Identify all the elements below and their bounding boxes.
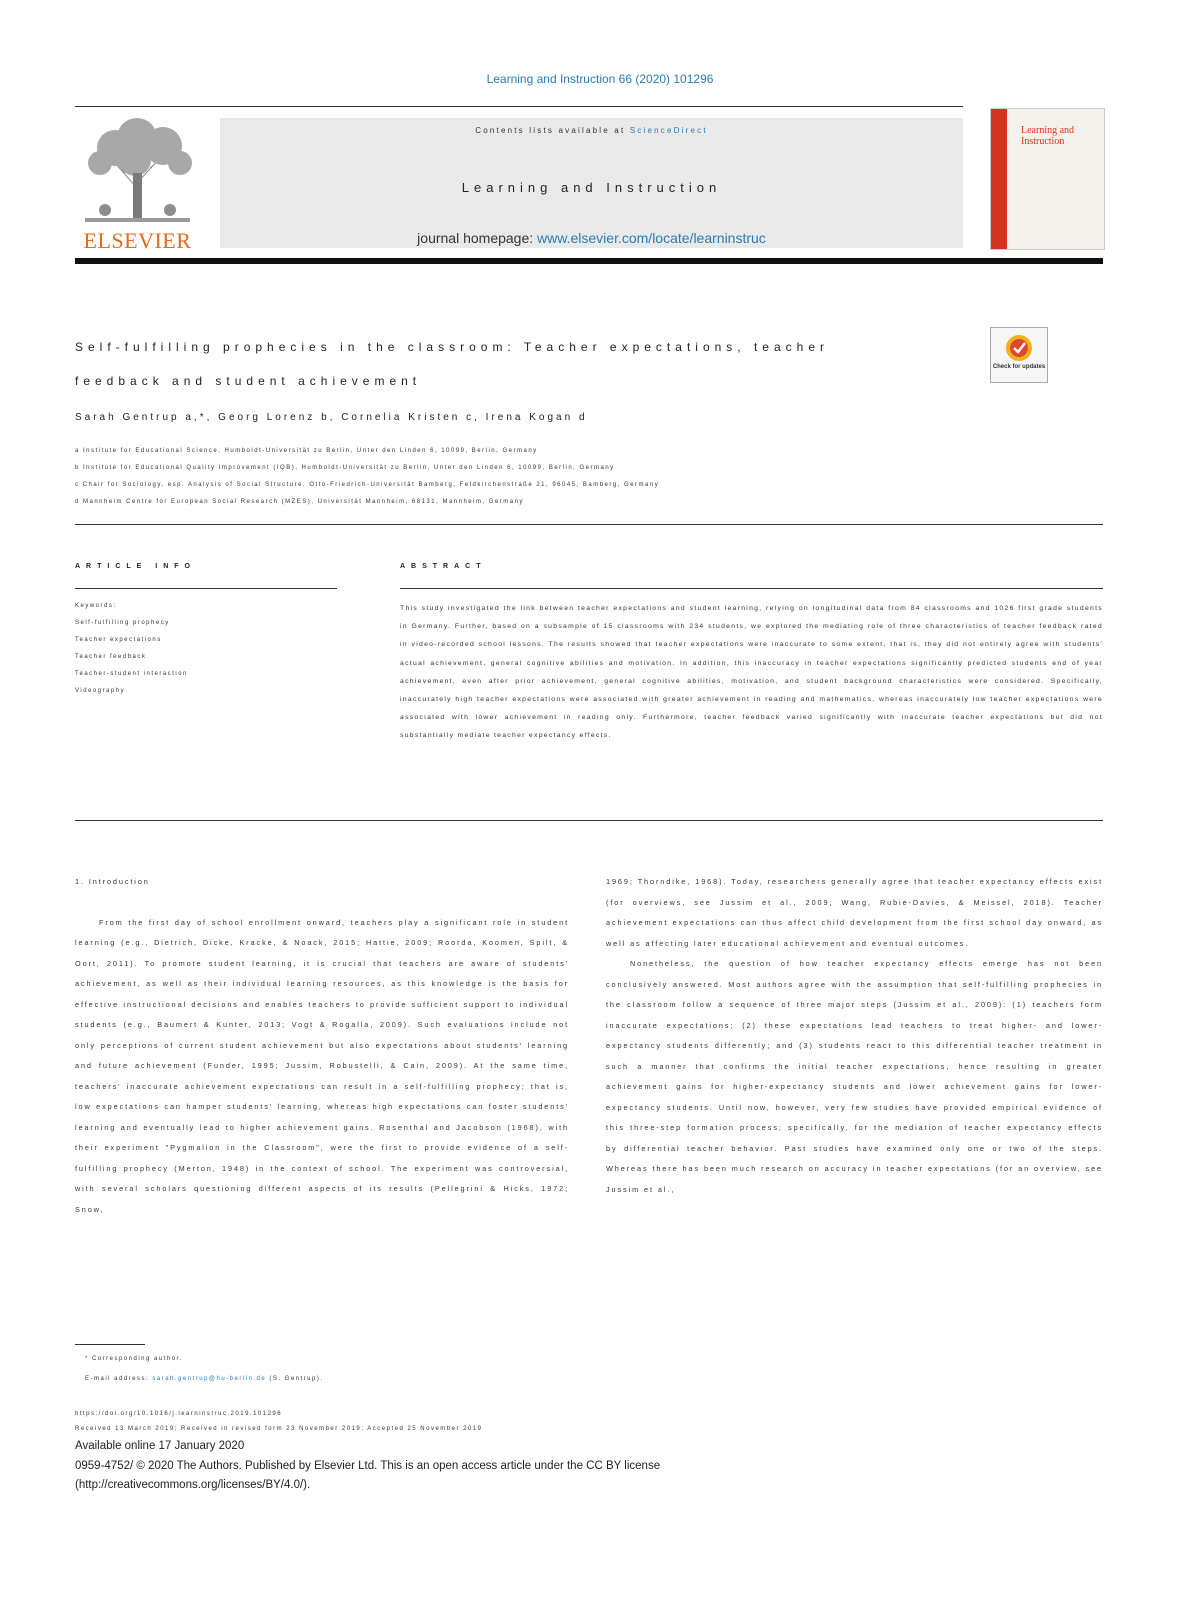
sciencedirect-link[interactable]: ScienceDirect xyxy=(629,126,708,135)
email-note xyxy=(85,1376,324,1382)
body-left-column xyxy=(75,872,569,1220)
header-thick-rule xyxy=(75,258,1103,264)
affiliation-d: d Mannheim Centre for European Social Research (MZES), Universität Mannheim, 68131, Mannheim, Germany xyxy=(75,499,524,505)
keyword-item[interactable]: Self-fulfilling prophecy xyxy=(75,620,170,626)
keywords-label: Keywords: xyxy=(75,603,117,609)
received-dates: Received 13 March 2019; Received in revised form 23 November 2019; Accepted 25 November 2019 xyxy=(75,1426,483,1432)
email-suffix: (S. Gentrup). xyxy=(266,1376,324,1382)
abstract-end-rule xyxy=(75,820,1103,821)
corresponding-author-note: * Corresponding author. xyxy=(85,1356,183,1362)
license-line-2[interactable]: (http://creativecommons.org/licenses/BY/4.0/). xyxy=(75,1479,311,1491)
article-title-line2: feedback and student achievement xyxy=(75,374,422,388)
header-rule xyxy=(75,106,963,107)
contents-available-line xyxy=(220,126,963,135)
article-title-line1: Self-fulfilling prophecies in the classroom: Teacher expectations, teacher xyxy=(75,340,829,354)
abstract-text: This study investigated the link between teacher expectations and student learning, relying on longitudinal data from 84 classrooms and 1026 first grade students in Germany. Further, based on a subsample of 15 classrooms with 234 students, we explored the mediating role of three characteristics of teacher feedback rated in video-recorded school lessons. The results showed that teacher expectations were inaccurate to some extent, that is, they did not entirely agree with students' actual achievement, general cognitive abilities and motivation. In addition, this inaccuracy in teacher expectations significantly predicted students end of year achievement, even after prior achievement, general cognitive abilities, motivation, and student background characteristics were considered. Specifically, inaccurately high teacher expectations were associated with greater achievement in reading and mathematics, whereas inaccurately low teacher expectations were associated with lower achievement in reading only. Furthermore, teacher feedback varied significantly with inaccurate teacher expectations but did not substantially mediate teacher expectancy effects. xyxy=(400,605,1103,740)
license-line-1[interactable]: 0959-4752/ © 2020 The Authors. Published by Elsevier Ltd. This is an open access article under the CC BY license xyxy=(75,1460,661,1472)
cover-title: Learning and Instruction xyxy=(1021,125,1075,147)
section-heading-introduction: 1. Introduction xyxy=(75,877,150,886)
contents-available-text: Contents lists available at xyxy=(475,126,630,135)
body-right-column xyxy=(606,872,1103,1200)
footnote-rule xyxy=(75,1344,145,1345)
check-for-updates-label: Check for updates xyxy=(992,364,1046,370)
email-link[interactable]: sarah.gentrup@hu-berlin.de xyxy=(152,1376,267,1382)
body-paragraph: 1969; Thorndike, 1968). Today, researchers generally agree that teacher expectancy effects exist (for overviews, see Jussim et al., 2009; Wang, Rubie-Davies, & Meissel, 2018). Teacher achievement expectations can thus affect child development from the first school day onward, as well as affecting later educational achievement and eventual outcomes. xyxy=(606,877,1103,948)
homepage-label: journal homepage: xyxy=(417,230,538,246)
abstract-heading: ABSTRACT xyxy=(400,563,487,570)
keyword-item[interactable]: Teacher expectations xyxy=(75,637,162,643)
journal-homepage-line xyxy=(220,230,963,246)
body-paragraph: From the first day of school enrollment onward, teachers play a significant role in student learning (e.g., Dietrich, Dicke, Kracke, & Noack, 2015; Hattie, 2009; Roorda, Koomen, Spilt, & Oort, 2011). To promote student learning, it is crucial that teachers are aware of students' achievement, as well as their individual learning resources, as this knowledge is the basis for effective instructional decisions and enables teachers to provide sufficient support to individual students (e.g., Baumert & Kunter, 2013; Vogt & Rogalla, 2009). Such evaluations include not only perceptions of current student achievement but also expectations about students' learning and future achievement (Funder, 1995; Jussim, Robustelli, & Cain, 2009). At the same time, teachers' inaccurate achievement expectations can result in a self-fulfilling prophecy; that is, low expectations can hamper students' learning, whereas high expectations can foster students' learning and eventually lead to higher achievement gains. Rosenthal and Jacobson (1968), with their experiment "Pygmalion in the Classroom", were the first to provide evidence of a self-fulfilling prophecy (Merton, 1948) in the context of school. The experiment was controversial, with several scholars questioning different aspects of its results (Pellegrini & Hicks, 1972; Snow, xyxy=(75,917,569,1214)
author-list: Sarah Gentrup a,*, Georg Lorenz b, Cornelia Kristen c, Irena Kogan d xyxy=(75,412,588,423)
affiliation-b: b Institute for Educational Quality Improvement (IQB), Humboldt-Universität zu Berlin, Unter den Linden 6, 10099, Berlin, Germany xyxy=(75,465,615,471)
abstract-rule xyxy=(400,588,1103,589)
keyword-item[interactable]: Teacher feedback xyxy=(75,654,147,660)
check-for-updates-icon xyxy=(991,328,1047,382)
publisher-wordmark: ELSEVIER xyxy=(83,228,192,253)
elsevier-tree-icon xyxy=(75,118,200,226)
affiliations-rule xyxy=(75,524,1103,525)
email-label: E-mail address: xyxy=(85,1376,153,1382)
affiliation-a: a Institute for Educational Science, Humboldt-Universität zu Berlin, Unter den Linden 6, 10099, Berlin, Germany xyxy=(75,448,538,454)
keyword-item[interactable]: Videography xyxy=(75,688,126,694)
affiliation-c: c Chair for Sociology, esp. Analysis of Social Structure, Otto-Friedrich-Universität Bamberg, Feldkirchenstraße 21, 96045, Bamberg, Germany xyxy=(75,482,660,488)
body-paragraph: Nonetheless, the question of how teacher expectancy effects emerge has not been conclusively answered. Most authors agree with the assumption that self-fulfilling prophecies in the classroom follow a sequence of three major steps (Jussim et al., 2009): (1) teachers form inaccurate expectations; (2) these expectations lead teachers to treat higher- and lower-expectancy students differently; and (3) students react to this differential teacher treatment in such a manner that confirms the initial teacher expectations, hence resulting in greater achievement gains for higher-expectancy students and lower achievement gains for lower-expectancy students. Until now, however, very few studies have provided empirical evidence of this three-step formation process; specifically, for the mediation of teacher expectancy effects by differential teacher behavior. Past studies have examined only one or two of the steps. Whereas there has been much research on accuracy in teacher expectations (for an overview, see Jussim et al., xyxy=(606,959,1103,1194)
check-for-updates-button[interactable] xyxy=(990,327,1048,383)
journal-cover-image[interactable] xyxy=(990,108,1105,250)
journal-title: Learning and Instruction xyxy=(461,180,722,195)
homepage-link[interactable]: www.elsevier.com/locate/learninstruc xyxy=(537,230,766,246)
journal-reference[interactable]: Learning and Instruction 66 (2020) 101296 xyxy=(486,72,714,86)
available-online: Available online 17 January 2020 xyxy=(75,1440,245,1452)
cover-red-bar xyxy=(991,109,1007,249)
doi-link[interactable]: https://doi.org/10.1016/j.learninstruc.2019.101296 xyxy=(75,1411,283,1417)
article-title xyxy=(75,330,935,398)
keyword-item[interactable]: Teacher-student interaction xyxy=(75,671,188,677)
journal-banner xyxy=(220,118,963,248)
article-info-rule xyxy=(75,588,337,589)
article-info-heading: ARTICLE INFO xyxy=(75,563,196,570)
